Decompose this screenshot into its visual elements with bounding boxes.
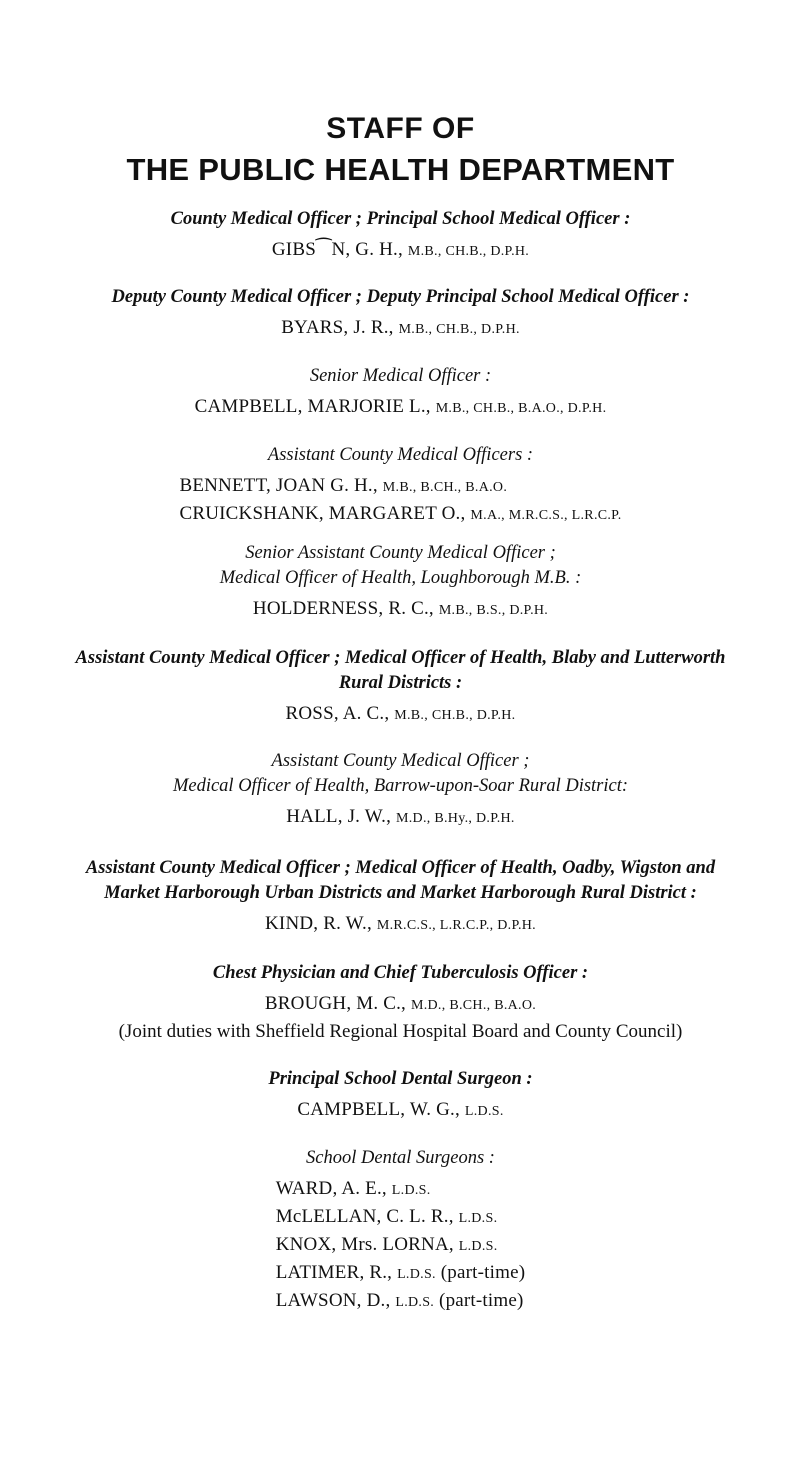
qualifications: L.D.S. [395, 1295, 435, 1310]
qualifications: M.A., M.R.C.S., L.R.C.P. [470, 508, 622, 523]
role-title: Principal School Dental Surgeon : [268, 1069, 533, 1089]
staff-name-list [179, 473, 621, 529]
role-title: Medical Officer of Health, Loughborough M.B. : [219, 568, 582, 588]
staff-name: ROSS, A. C., M.B., CH.B., D.P.H. [285, 703, 516, 724]
role-title: Market Harborough Urban Districts and Market Harborough Rural District : [104, 883, 697, 903]
staff-name: WARD, A. E., L.D.S. [275, 1178, 431, 1199]
role-title: Deputy County Medical Officer ; Deputy Principal School Medical Officer : [111, 287, 690, 307]
title-line-2: THE PUBLIC HEALTH DEPARTMENT [126, 152, 675, 187]
staff-section [10, 541, 791, 624]
title-line-1: STAFF OF [326, 112, 475, 145]
staff-section [10, 1067, 791, 1125]
staff-section [10, 207, 791, 265]
staff-name: CAMPBELL, MARJORIE L., M.B., CH.B., B.A.O., D.P.H. [194, 396, 607, 417]
dental-section [10, 1146, 791, 1316]
role-title: County Medical Officer ; Principal School Medical Officer : [170, 209, 631, 229]
role-title: School Dental Surgeons : [306, 1148, 495, 1168]
staff-section [0, 443, 801, 529]
staff-name: BYARS, J. R., M.B., CH.B., D.P.H. [281, 317, 520, 338]
role-title: Senior Medical Officer : [309, 366, 492, 386]
role-title: Chest Physician and Chief Tuberculosis Officer : [212, 963, 589, 983]
staff-name: LAWSON, D., L.D.S. (part-time) [275, 1290, 524, 1311]
qualifications: L.D.S. [458, 1239, 498, 1254]
qualifications: M.D., B.CH., B.A.O. [410, 998, 537, 1013]
qualifications: M.B., CH.B., D.P.H. [394, 708, 516, 723]
staff-section [10, 364, 791, 422]
qualifications: M.B., B.S., D.P.H. [438, 603, 549, 618]
qualifications: M.D., B.Hy., D.P.H. [395, 811, 515, 826]
staff-name: KNOX, Mrs. LORNA, L.D.S. [275, 1234, 498, 1255]
qualifications: L.D.S. [464, 1104, 504, 1119]
role-title: Assistant County Medical Officer ; [271, 751, 530, 771]
staff-name: KIND, R. W., M.R.C.S., L.R.C.P., D.P.H. [265, 913, 536, 934]
role-title: Rural Districts : [338, 673, 463, 693]
staff-section [10, 749, 791, 832]
staff-name: LATIMER, R., L.D.S. (part-time) [275, 1262, 526, 1283]
qualifications: L.D.S. [458, 1211, 498, 1226]
qualifications: L.D.S. [391, 1183, 431, 1198]
staff-section [10, 856, 791, 939]
qualifications: M.B., CH.B., D.P.H. [398, 322, 520, 337]
staff-section [10, 646, 791, 729]
staff-name: McLELLAN, C. L. R., L.D.S. [275, 1206, 498, 1227]
staff-name: CAMPBELL, W. G., L.D.S. [297, 1099, 504, 1120]
qualifications: M.B., CH.B., D.P.H. [407, 244, 530, 259]
dental-surgeon-list [276, 1176, 526, 1316]
staff-name: CRUICKSHANK, MARGARET O., M.A., M.R.C.S., L.R.C.P. [179, 503, 622, 524]
role-title: Senior Assistant County Medical Officer ; [245, 543, 556, 563]
qualifications: L.D.S. [397, 1267, 436, 1282]
staff-section [10, 285, 791, 343]
joint-duties-note: (Joint duties with Sheffield Regional Hospital Board and County Council) [118, 1021, 683, 1042]
staff-name: HALL, J. W., M.D., B.Hy., D.P.H. [286, 806, 515, 827]
role-title: Assistant County Medical Officers : [267, 445, 534, 465]
staff-name: GIBS⁀N, G. H., M.B., CH.B., D.P.H. [271, 239, 530, 260]
qualifications: M.B., B.CH., B.A.O. [382, 480, 508, 495]
qualifications: M.R.C.S., L.R.C.P., D.P.H. [376, 918, 536, 933]
qualifications: M.B., CH.B., B.A.O., D.P.H. [435, 401, 607, 416]
staff-name: BENNETT, JOAN G. H., M.B., B.CH., B.A.O. [179, 475, 508, 496]
staff-name: BROUGH, M. C., M.D., B.CH., B.A.O. [264, 993, 537, 1014]
role-title: Assistant County Medical Officer ; Medical Officer of Health, Oadby, Wigston and [85, 858, 716, 878]
staff-section [10, 961, 791, 1045]
staff-name: HOLDERNESS, R. C., M.B., B.S., D.P.H. [252, 598, 549, 619]
role-title: Medical Officer of Health, Barrow-upon-Soar Rural District: [172, 776, 629, 796]
role-title: Assistant County Medical Officer ; Medical Officer of Health, Blaby and Lutterworth [75, 648, 726, 668]
